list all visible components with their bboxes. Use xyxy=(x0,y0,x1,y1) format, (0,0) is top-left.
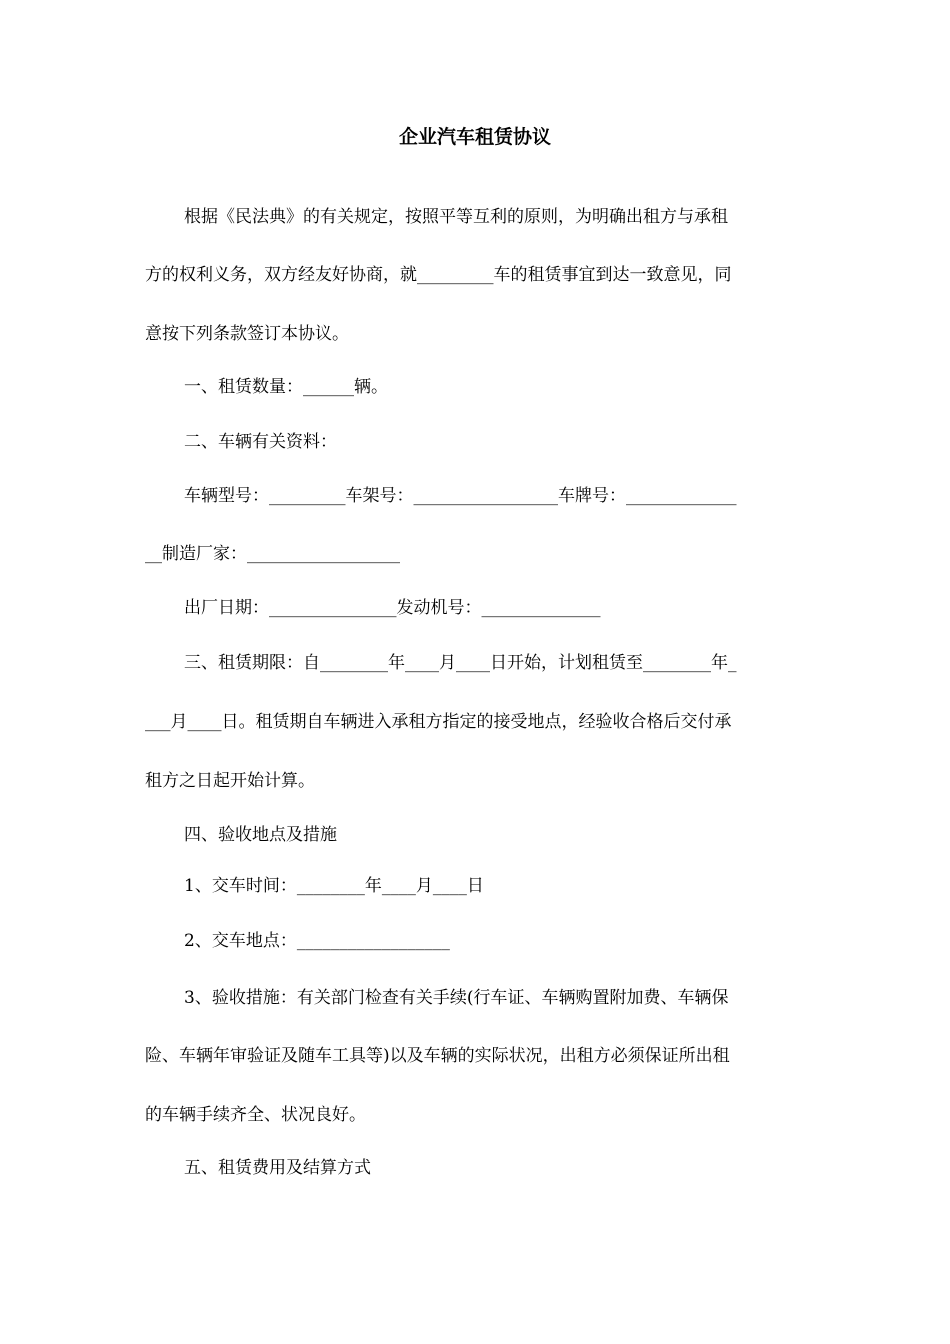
paragraph-line: 租方之日起开始计算。 xyxy=(145,771,315,791)
paragraph-line: 四、验收地点及措施 xyxy=(184,825,337,845)
paragraph-line: 三、租赁期限：自________年____月____日开始，计划租赁至________年_ xyxy=(184,653,737,673)
paragraph-line: 的车辆手续齐全、状况良好。 xyxy=(145,1105,366,1125)
paragraph-line: 1、交车时间：________年____月____日 xyxy=(184,876,484,896)
paragraph-line: 出厂日期：_______________发动机号：______________ xyxy=(184,598,601,618)
paragraph-line: 五、租赁费用及结算方式 xyxy=(184,1158,371,1178)
paragraph-line: 一、租赁数量：______辆。 xyxy=(184,377,388,397)
paragraph-line: 2、交车地点：__________________ xyxy=(184,931,450,951)
paragraph-line: 险、车辆年审验证及随车工具等)以及车辆的实际状况，出租方必须保证所出租 xyxy=(145,1046,730,1066)
paragraph-line: 二、车辆有关资料： xyxy=(184,432,337,452)
paragraph-line: 车辆型号：_________车架号：_________________车牌号：_____________ xyxy=(184,486,737,506)
paragraph-line: ___月____日。租赁期自车辆进入承租方指定的接受地点，经验收合格后交付承 xyxy=(145,712,732,732)
paragraph-line: __制造厂家：__________________ xyxy=(145,544,400,564)
paragraph-line: 方的权利义务，双方经友好协商，就_________车的租赁事宜到达一致意见，同 xyxy=(145,265,732,285)
paragraph-line: 意按下列条款签订本协议。 xyxy=(145,324,349,344)
document-title: 企业汽车租赁协议 xyxy=(398,126,551,148)
paragraph-line: 3、验收措施：有关部门检查有关手续(行车证、车辆购置附加费、车辆保 xyxy=(184,988,729,1008)
paragraph-line: 根据《民法典》的有关规定，按照平等互利的原则，为明确出租方与承租 xyxy=(184,207,728,227)
